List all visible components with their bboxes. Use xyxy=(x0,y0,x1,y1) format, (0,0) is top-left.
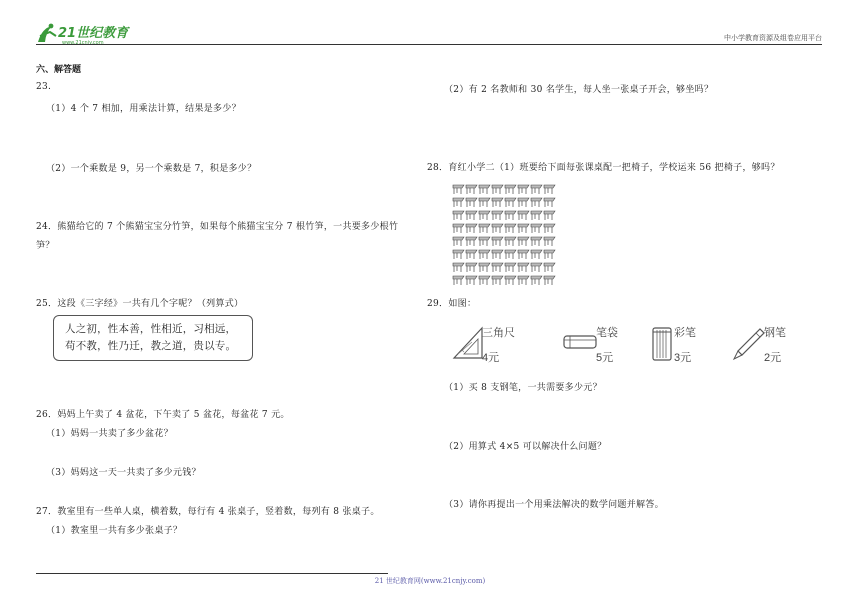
desk-icon xyxy=(544,211,555,220)
desk-icon xyxy=(505,211,516,220)
item-name-fountain-pen: 钢笔 xyxy=(764,327,786,339)
desk-icon xyxy=(453,224,464,233)
desk-icon xyxy=(453,250,464,259)
desk-icon xyxy=(479,224,490,233)
q29-part3: （3）请你再提出一个用乘法解决的数学问题并解答。 xyxy=(444,500,664,510)
desk-icon xyxy=(492,211,503,220)
desk-icon xyxy=(466,224,477,233)
desk-icon xyxy=(518,224,529,233)
item-price-fountain-pen: 2元 xyxy=(764,352,782,364)
q26-part1: （1）妈妈一共卖了多少盆花？ xyxy=(46,429,173,439)
header-platform-text: 中小学教育资源及组卷应用平台 xyxy=(724,34,822,42)
desk-icon xyxy=(531,237,542,246)
desk-icon xyxy=(479,211,490,220)
desk-icon xyxy=(531,250,542,259)
pencil-case-icon xyxy=(562,333,600,351)
desk-icon xyxy=(505,250,516,259)
q27-part2: （2）有 2 名教师和 30 名学生，每人坐一张桌子开会，够坐吗？ xyxy=(444,85,714,95)
footer-divider xyxy=(36,573,388,574)
item-price-color-pens: 3元 xyxy=(674,352,692,364)
desk-icon xyxy=(518,211,529,220)
desk-icon xyxy=(492,263,503,272)
desk-icon xyxy=(505,263,516,272)
q26-text: 26．妈妈上午卖了 4 盆花，下午卖了 5 盆花，每盆花 7 元。 xyxy=(36,410,290,420)
desk-icon xyxy=(479,263,490,272)
desk-icon xyxy=(453,211,464,220)
svg-text:www.21cnjy.com: www.21cnjy.com xyxy=(62,40,104,46)
q24-line2: 笋？ xyxy=(36,241,55,251)
desk-icon xyxy=(518,263,529,272)
desk-icon xyxy=(505,185,516,194)
desk-icon xyxy=(492,224,503,233)
desk-icon xyxy=(544,237,555,246)
desk-icon xyxy=(518,185,529,194)
section-title: 六、解答题 xyxy=(36,65,82,75)
q23-part2: （2）一个乘数是 9，另一个乘数是 7，积是多少？ xyxy=(46,164,257,174)
desk-icon xyxy=(544,224,555,233)
desk-icon xyxy=(505,276,516,285)
item-name-pencil-case: 笔袋 xyxy=(596,327,618,339)
desk-icon xyxy=(453,263,464,272)
desk-icon xyxy=(466,250,477,259)
desk-icon xyxy=(479,276,490,285)
desk-icon xyxy=(492,276,503,285)
desk-icon xyxy=(531,224,542,233)
item-name-color-pens: 彩笔 xyxy=(674,327,696,339)
sanzijing-line2: 苟不教，性乃迁，教之道，贵以专。 xyxy=(65,341,237,352)
header-divider xyxy=(36,44,822,45)
desk-icon xyxy=(531,198,542,207)
q25-text: 25．这段《三字经》一共有几个字呢？（列算式） xyxy=(36,299,244,309)
desk-icon xyxy=(492,250,503,259)
desk-icon xyxy=(505,237,516,246)
desk-icon xyxy=(544,185,555,194)
desk-icon xyxy=(531,185,542,194)
desk-icon xyxy=(531,263,542,272)
chair-desk-grid xyxy=(452,182,556,286)
sanzijing-line1: 人之初，性本善，性相近，习相远， xyxy=(65,324,237,335)
desk-icon xyxy=(544,263,555,272)
desk-icon xyxy=(479,198,490,207)
desk-icon xyxy=(453,185,464,194)
q26-part2: （3）妈妈这一天一共卖了多少元钱？ xyxy=(46,468,201,478)
desk-icon xyxy=(466,237,477,246)
desk-icon xyxy=(492,185,503,194)
desk-icon xyxy=(466,276,477,285)
q27-text: 27．教室里有一些单人桌，横着数，每行有 4 张桌子，竖着数，每列有 8 张桌子。 xyxy=(36,507,380,517)
desk-icon xyxy=(505,198,516,207)
item-price-pencil-case: 5元 xyxy=(596,352,614,364)
desk-icon xyxy=(518,198,529,207)
desk-icon xyxy=(531,276,542,285)
desk-icon xyxy=(453,198,464,207)
set-square-icon xyxy=(450,324,486,362)
desk-icon xyxy=(479,237,490,246)
desk-icon xyxy=(492,237,503,246)
footer-text: 21 世纪教育网(www.21cnjy.com) xyxy=(374,577,486,585)
q28-text: 28．育红小学二（1）班要给下面每张课桌配一把椅子，学校运来 56 把椅子，够吗？ xyxy=(427,163,780,173)
desk-icon xyxy=(531,211,542,220)
item-name-set-square: 三角尺 xyxy=(482,327,515,339)
desk-icon xyxy=(492,198,503,207)
desk-icon xyxy=(505,224,516,233)
desk-icon xyxy=(518,237,529,246)
desk-icon xyxy=(544,198,555,207)
fountain-pen-icon xyxy=(732,325,766,361)
q23-part1: （1）4 个 7 相加，用乘法计算，结果是多少？ xyxy=(46,104,241,114)
desk-icon xyxy=(466,211,477,220)
q29-number: 29．如图： xyxy=(427,299,477,309)
desk-icon xyxy=(466,185,477,194)
desk-icon xyxy=(479,250,490,259)
desk-icon xyxy=(453,237,464,246)
desk-icon xyxy=(544,250,555,259)
q24-line1: 24．熊猫给它的 7 个熊猫宝宝分竹笋，如果每个熊猫宝宝分 7 根竹笋，一共要多少根竹 xyxy=(36,222,399,232)
desk-icon xyxy=(453,276,464,285)
desk-icon xyxy=(518,250,529,259)
desk-icon xyxy=(518,276,529,285)
logo xyxy=(36,22,136,46)
desk-icon xyxy=(466,263,477,272)
q23-number: 23. xyxy=(36,82,52,92)
svg-text:21世纪教育: 21世纪教育 xyxy=(58,26,129,41)
desk-icon xyxy=(466,198,477,207)
q29-part1: （1）买 8 支钢笔，一共需要多少元？ xyxy=(444,383,602,393)
q29-part2: （2）用算式 4×5 可以解决什么问题？ xyxy=(444,442,607,452)
color-pens-icon xyxy=(650,324,674,362)
desk-icon xyxy=(544,276,555,285)
desk-icon xyxy=(479,185,490,194)
q27-part1: （1）教室里一共有多少张桌子？ xyxy=(46,526,183,536)
item-price-set-square: 4元 xyxy=(482,352,500,364)
